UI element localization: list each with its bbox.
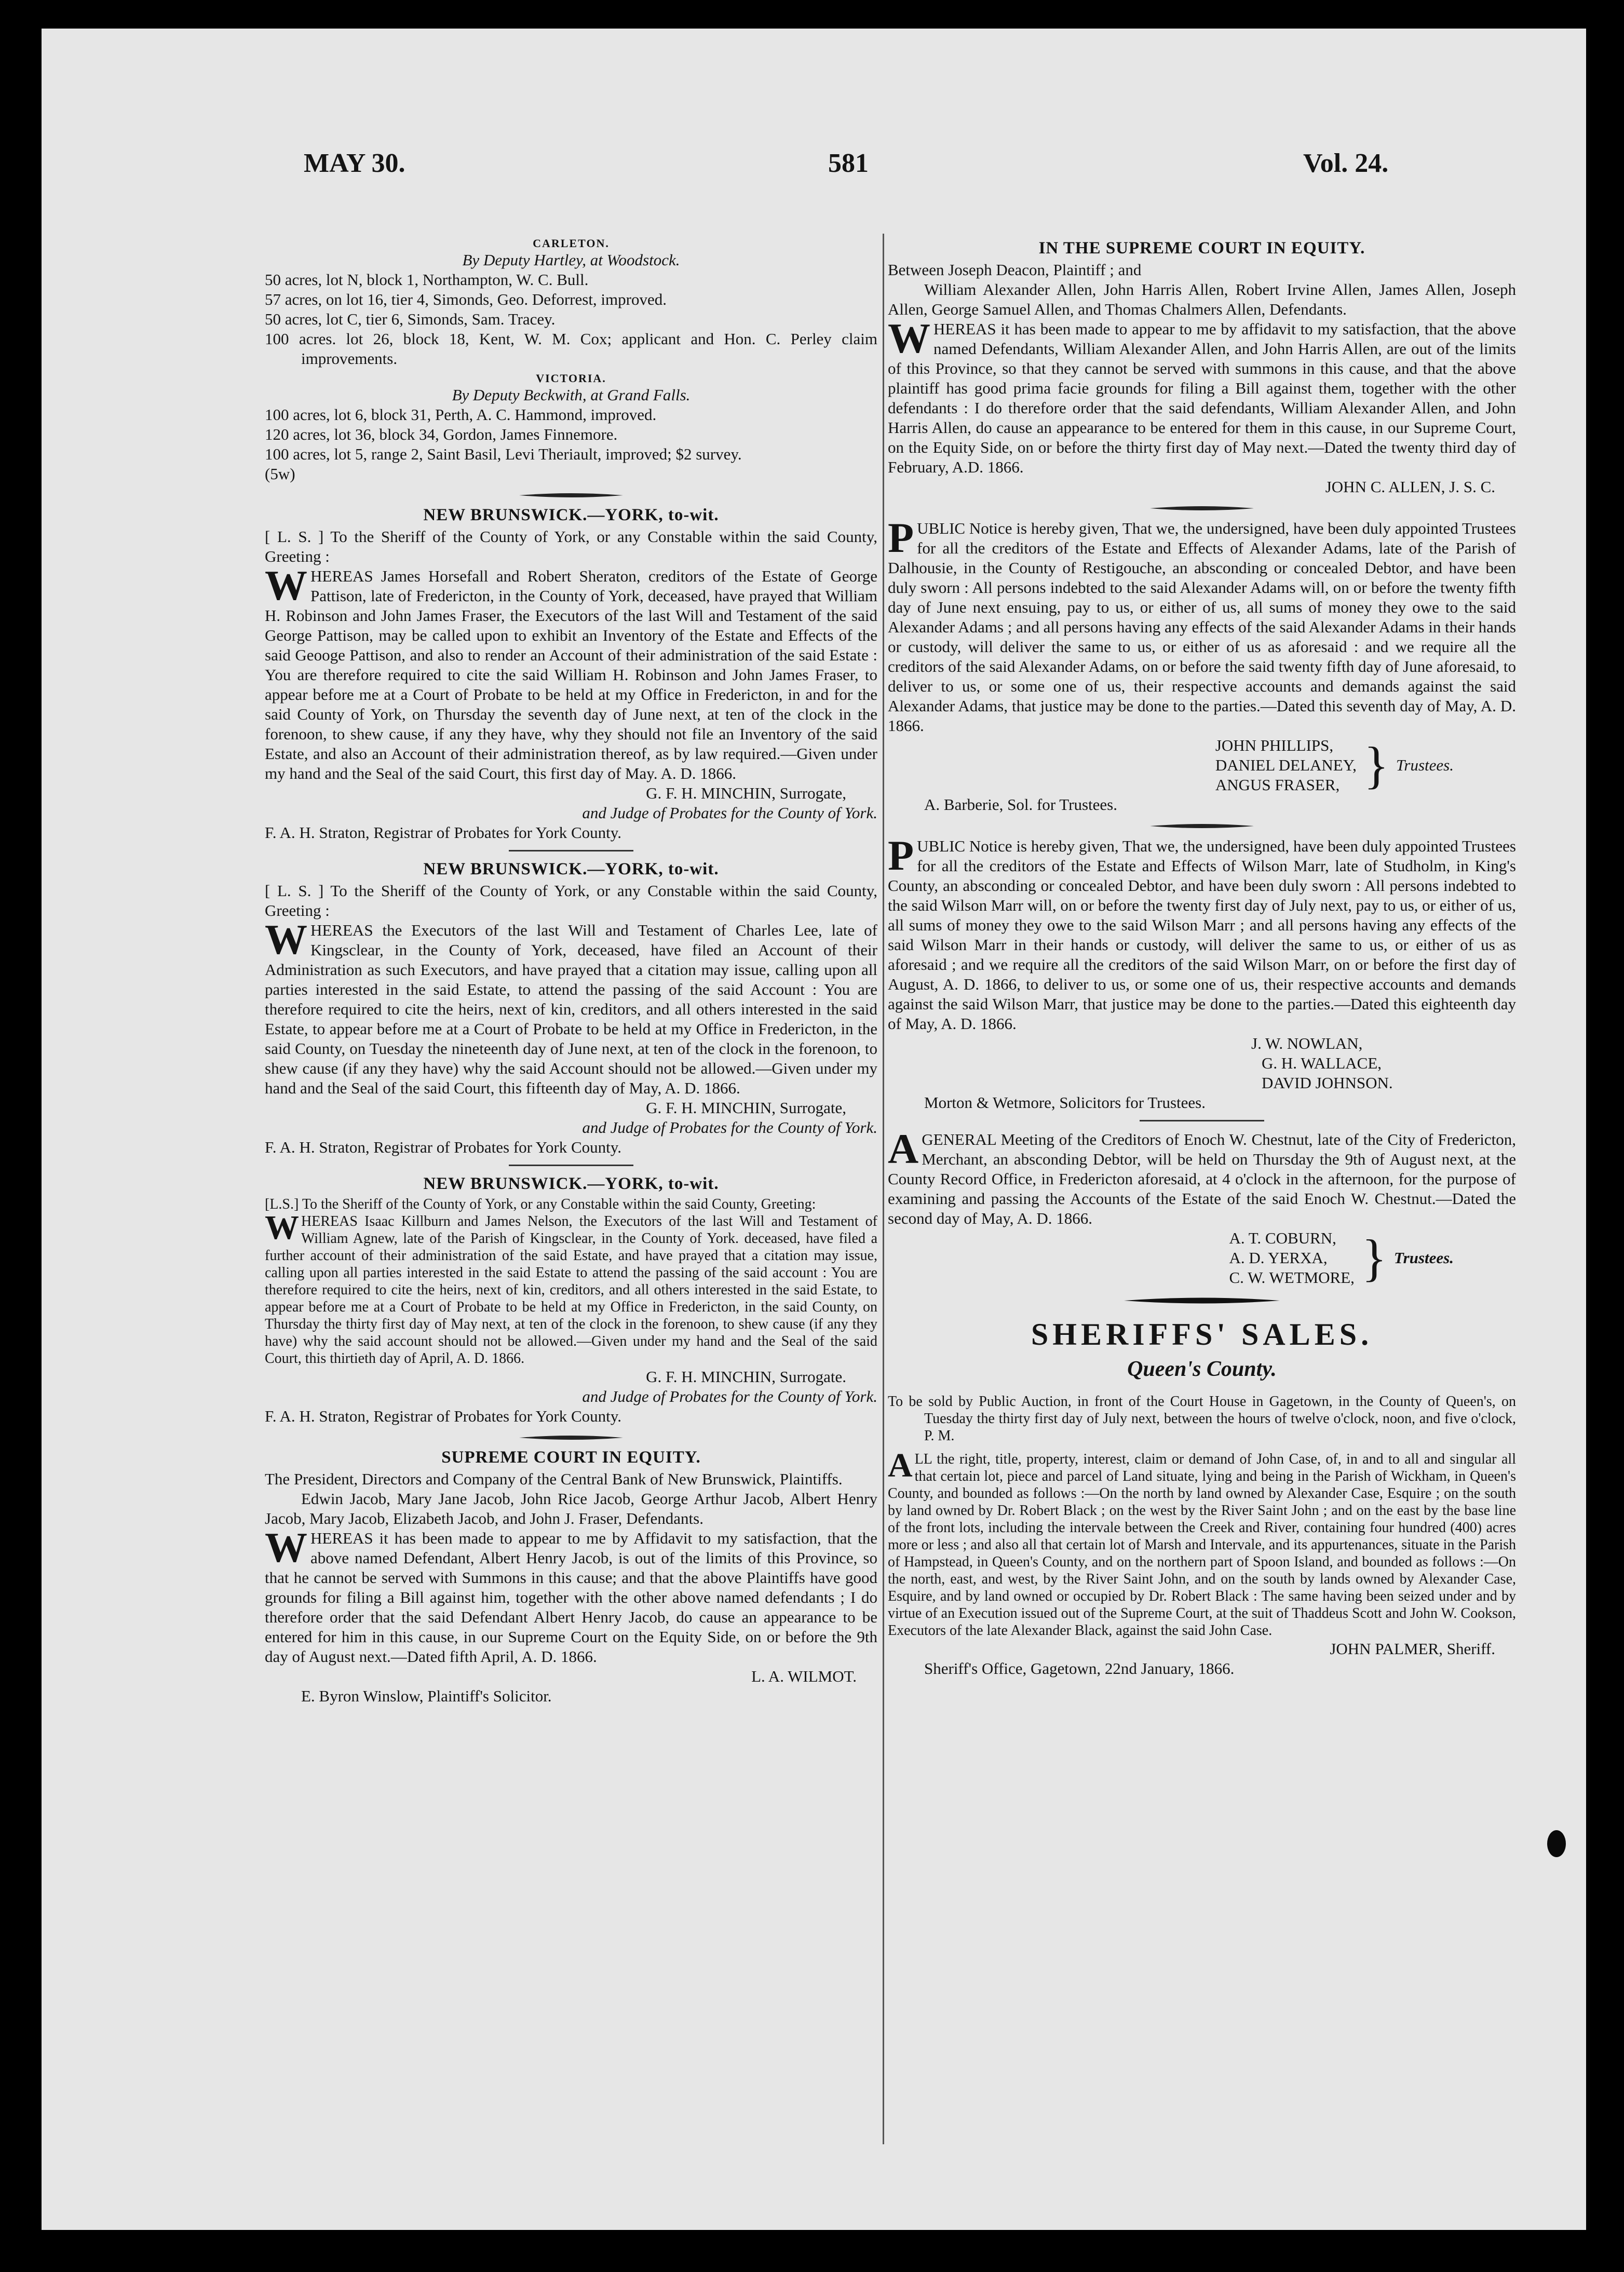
land-item: 50 acres, lot C, tier 6, Simonds, Sam. Tracey. — [265, 310, 556, 328]
signer-title: and Judge of Probates for the County of York. — [582, 1387, 877, 1405]
notice-body: GENERAL Meeting of the Creditors of Enoch W. Chestnut, late of the City of Fredericton, Merchant, an absconding Debtor, will be held on Thursday the 9th of August next, at the County Record Office, in Fredericton aforesaid, at 4 o'clock in the afternoon, for the purpose of examining and passing the Accounts of the Estate of the said Enoch W. Chestnut.—Dated the second day of May, A. D. 1866. — [888, 1130, 1516, 1227]
trustee-notice — [888, 514, 1516, 815]
land-item: 100 acres. lot 26, block 18, Kent, W. M. Cox; applicant and Hon. C. Perley claim improvements. — [265, 330, 877, 368]
drop-cap: P — [888, 514, 914, 561]
seal-address — [265, 881, 877, 921]
notice-body: UBLIC Notice is hereby given, That we, the undersigned, have been duly appointed Trustees for all the creditors of the Estate and Effects of Wilson Marr, late of Studholm, in King's County, an absconding or concealed Debtor, and have been duly sworn : All persons indebted to the said Wilson Marr will, on or before the twenty first day of July next, pay to us, or either of us, all sums of money they owe to the said Wilson Marr ; and all persons having any effects of the said Wilson Marr in their hands or custody, will deliver the same to us, or either of us as aforesaid ; and we require all the creditors of the said Wilson Marr, on or before the first day of August, A. D. 1866, to deliver to us, or some one of us, their respective accounts and demands against the said Wilson Marr, that justice may be done to the parties.—Dated this eighteenth day of May, A. D. 1866. — [888, 837, 1516, 1033]
seal-mark: [L.S.] — [265, 1196, 299, 1212]
divider-line — [1140, 1120, 1264, 1121]
probate-notice — [265, 860, 877, 1157]
trustee-name: J. W. NOWLAN, — [1251, 1034, 1363, 1052]
signer: JOHN C. ALLEN, J. S. C. — [1325, 478, 1495, 496]
brace: } — [1361, 1229, 1387, 1287]
brace: } — [1363, 736, 1389, 794]
drop-cap: W — [265, 1524, 307, 1571]
header-page-number: 581 — [828, 148, 869, 178]
seal-address — [265, 527, 877, 566]
trustee-name: DANIEL DELANEY, — [1215, 756, 1357, 774]
divider-line — [509, 850, 633, 851]
signer: G. F. H. MINCHIN, Surrogate. — [646, 1368, 846, 1386]
plaintiffs-line: Between Joseph Deacon, Plaintiff ; and — [888, 261, 1142, 279]
header-date: MAY 30. — [304, 148, 405, 178]
ornament-divider — [888, 1295, 1516, 1306]
registrar-line: F. A. H. Straton, Registrar of Probates for York County. — [265, 823, 621, 842]
address-line: To the Sheriff of the County of York, or any Constable within the said County, Greeting : — [265, 528, 877, 565]
trustee-name: C. W. WETMORE, — [1229, 1268, 1355, 1287]
drop-cap: A — [888, 1446, 913, 1484]
trustee-name: ANGUS FRASER, — [1215, 776, 1340, 794]
auction-intro: To be sold by Public Auction, in front of the Court House in Gagetown, in the County of Queen's, on Tuesday the thirty first day of July next, between the hours of twelve o'clock, noon, and five o'clock, P. M. — [888, 1394, 1516, 1444]
county-heading: VICTORIA. — [536, 372, 606, 385]
notice-body: HEREAS Isaac Killburn and James Nelson, the Executors of the last Will and Testament of William Agnew, late of the Parish of Kingsclear, in the County of York. deceased, have filed a further account of their administration of the said Estate, and have prayed that a citation may issue, calling upon all parties interested in the said Estate to attend the passing of the said account : You are therefore required to cite the heirs, next of kin, creditors, and all others interested in the said Estate, to appear before me at a Court of Probate to be held at my Office in Fredericton, in the said County, on Thursday the thirty first day of May next, at ten of the clock in the forenoon, to shew cause (if any they have) why the said account should not be allowed.—Given under my hand and the Seal of the said Court, this thirtieth day of April, A. D. 1866. — [265, 1213, 877, 1367]
land-item: 100 acres, lot 5, range 2, Saint Basil, Levi Theriault, improved; $2 survey. — [265, 445, 742, 463]
right-column — [888, 234, 1516, 1679]
notice-body: HEREAS the Executors of the last Will and Testament of Charles Lee, late of Kingsclear, in the County of York, deceased, have filed an Account of their Administration as such Executors, and have prayed that a citation may issue, calling upon all parties interested in the said Estate, to attend the passing of the said Account : You are therefore required to cite the heirs, next of kin, creditors, and all others interested in the said Estate, to appear before me at a Court of Probate to be held at my Office in Fredericton, in the said County, on Tuesday the nineteenth day of June next, at ten of the clock in the forenoon, to shew cause (if any they have) why the said Account should not be allowed.—Given under my hand and the Seal of the said Court, this fifteenth day of May, A. D. 1866. — [265, 921, 877, 1097]
trustees-block — [888, 1034, 1516, 1093]
seal-mark: [ L. S. ] — [265, 882, 324, 900]
notice-body: HEREAS it has been made to appear to me by affidavit to my satisfaction, that the above named Defendants, William Alexander Allen, and John Harris Allen, are out of the limits of this Province, so that they cannot be served with summons in this cause, and that the above plaintiff has good prima facie grounds for filing a Bill against them, together with the other defendants : I do therefore order that the said defendants, William Alexander Allen, and John Harris Allen, do cause an appearance to be entered for them in this cause, in our Supreme Court, on the Equity Side, on or before the thirty first day of May next.—Dated the twenty third day of February, A.D. 1866. — [888, 320, 1516, 476]
land-item: 100 acres, lot 6, block 31, Perth, A. C. Hammond, improved. — [265, 405, 657, 424]
signer: L. A. WILMOT. — [751, 1667, 857, 1685]
ornament-divider — [888, 504, 1516, 512]
gazette-page — [42, 29, 1586, 2230]
signer: G. F. H. MINCHIN, Surrogate, — [646, 784, 846, 802]
deputy-line: By Deputy Hartley, at Woodstock. — [462, 251, 680, 269]
probate-notice — [265, 1174, 877, 1426]
trustee-name: A. T. COBURN, — [1229, 1229, 1336, 1247]
trustees-block — [888, 1228, 1516, 1288]
land-item: 50 acres, lot N, block 1, Northampton, W. C. Bull. — [265, 271, 589, 289]
notice-heading: SUPREME COURT IN EQUITY. — [441, 1448, 701, 1467]
equity-notice — [888, 239, 1516, 497]
solicitor-line: A. Barberie, Sol. for Trustees. — [924, 795, 1117, 814]
trustee-name: JOHN PHILLIPS, — [1215, 736, 1334, 754]
notice-body: HEREAS it has been made to appear to me by Affidavit to my satisfaction, that the above named Defendant, Albert Henry Jacob, is out of the limits of this Province, so that he cannot be served with Summons in this cause; and that the above Plaintiffs have good grounds for filing a Bill against him, together with the other above named defendants ; I do therefore order that the said Defendant Albert Henry Jacob, do cause an appearance to be entered for him in this cause, in our Supreme Court on the Equity Side, on or before the 9th day of August next.—Dated fifth April, A. D. 1866. — [265, 1529, 877, 1666]
trustees-block — [888, 736, 1516, 795]
trustee-notice — [888, 832, 1516, 1113]
solicitor-line: Morton & Wetmore, Solicitors for Trustees. — [924, 1093, 1206, 1112]
signer-title: and Judge of Probates for the County of York. — [582, 804, 877, 822]
trustees-label: Trustees. — [1396, 756, 1454, 774]
notice-heading: NEW BRUNSWICK.—YORK, to-wit. — [423, 860, 719, 878]
creditors-meeting-notice — [888, 1125, 1516, 1288]
drop-cap: W — [888, 315, 930, 362]
signer: G. F. H. MINCHIN, Surrogate, — [646, 1099, 846, 1117]
notice-body: HEREAS James Horsefall and Robert Sheraton, creditors of the Estate of George Pattison, late of Fredericton, in the County of York, deceased, have prayed that William H. Robinson and John James Fraser, the Executors of the last Will and Testament of the said George Pattison, may be called upon to exhibit an Inventory of the Estate and Effects of the said Geooge Pattison, and also to render an Account of their administration of the said Estate : You are therefore required to cite the said William H. Robinson and John James Fraser, to appear before me at a Court of Probate to be held at my Office in Fredericton, in and for the said County of York, on Thursday the seventh day of June next, at ten of the clock in the forenoon, to shew cause, if any they have, why they should not file an Inventory of the said Estate, and also an Account of their administration thereof, as by law required.—Given under my hand and the Seal of the said Court, this first day of May. A. D. 1866. — [265, 567, 877, 782]
notice-body: UBLIC Notice is hereby given, That we, the undersigned, have been duly appointed Trustees for all the creditors of the Estate and Effects of Alexander Adams, late of the Parish of Dalhousie, in the County of Restigouche, an absconding or concealed Debtor, and have been duly sworn : All persons indebted to the said Alexander Adams will, on or before the twenty fifth day of June next ensuing, pay to us, or either of us, all sums of money they owe to the said Alexander Adams ; and all persons having any effects of the said Alexander Adams in their hands or custody, will deliver the same to us, or either of us as aforesaid : and we require all the creditors of the said Alexander Adams, on or before the said twenty fifth day of June aforesaid, to deliver to us, or some one of us, their respective accounts and demands against the said Alexander Adams, that justice may be done to the parties.—Dated this seventh day of May, A. D. 1866. — [888, 519, 1516, 735]
column-rule — [883, 234, 884, 2144]
address-line: To the Sheriff of the County of York, or any Constable within the said County, Greeting: — [302, 1196, 816, 1212]
ink-blot — [1547, 1830, 1566, 1857]
sheriffs-sales — [888, 1317, 1516, 1679]
equity-notice — [265, 1448, 877, 1706]
deputy-line: By Deputy Beckwith, at Grand Falls. — [452, 386, 691, 404]
notice-heading: NEW BRUNSWICK.—YORK, to-wit. — [423, 1174, 719, 1193]
land-item: 57 acres, on lot 16, tier 4, Simonds, Geo. Deforrest, improved. — [265, 290, 667, 308]
probate-notice — [265, 506, 877, 843]
seal-address — [265, 1196, 877, 1213]
notice-heading: NEW BRUNSWICK.—YORK, to-wit. — [423, 506, 719, 524]
drop-cap: W — [265, 562, 307, 609]
sale-body: LL the right, title, property, interest, claim or demand of John Case, of, in and to all and singular all that certain lot, piece and parcel of Land situate, lying and being in the Parish of Wickham, in Queen's County, and bounded as follows :—On the north by land owned by Alexander Case, Esquire ; on the south by land owned by Dr. Robert Black ; on the west by the River Saint John ; and on the east by the base line of the front lots, including the intervale between the Creek and River, containing four hundred (400) acres more or less ; and also all that certain lot of Marsh and Intervale, and its appurtenances, situate in the Parish of Hampstead, in Queen's County, and on the northern part of Spoon Island, and bounded as follows :—On the north, east, and west, by the River Saint John, and on the south by lands owned by Alexander Case, Esquire, and by land owned or occupied by Dr. Robert Black : The same having been seized under and by virtue of an Execution issued out of the Supreme Court, at the suit of Thaddeus Scott and John W. Cookson, Executors of the late Alexander Black, against the said John Case. — [888, 1451, 1516, 1639]
drop-cap: W — [265, 1209, 299, 1247]
trustee-name: G. H. WALLACE, — [1262, 1054, 1382, 1072]
plaintiffs-line: The President, Directors and Company of the Central Bank of New Brunswick, Plaintiffs. — [265, 1470, 843, 1488]
seal-mark: [ L. S. ] — [265, 528, 324, 546]
address-line: To the Sheriff of the County of York, or any Constable within the said County, Greeting : — [265, 882, 877, 919]
sheriff-signer: JOHN PALMER, Sheriff. — [1330, 1640, 1495, 1658]
section-title: SHERIFFS' SALES. — [1031, 1317, 1373, 1351]
drop-cap: P — [888, 832, 914, 879]
county-subtitle: Queen's County. — [1127, 1357, 1277, 1381]
drop-cap: A — [888, 1125, 919, 1172]
solicitor-line: E. Byron Winslow, Plaintiff's Solicitor. — [301, 1687, 552, 1705]
trustee-name: DAVID JOHNSON. — [1262, 1074, 1393, 1092]
registrar-line: F. A. H. Straton, Registrar of Probates for York County. — [265, 1407, 621, 1425]
registrar-line: F. A. H. Straton, Registrar of Probates for York County. — [265, 1138, 621, 1156]
signer-title: and Judge of Probates for the County of York. — [582, 1118, 877, 1137]
defendants-line: Edwin Jacob, Mary Jane Jacob, John Rice Jacob, George Arthur Jacob, Albert Henry Jacob, Mary Jacob, Elizabeth Jacob, and John J. Fraser, Defendants. — [265, 1490, 877, 1527]
crown-lands-list — [265, 237, 877, 484]
ornament-divider — [265, 491, 877, 499]
ornament-divider — [888, 822, 1516, 830]
sheriff-office-line: Sheriff's Office, Gagetown, 22nd January, 1866. — [924, 1659, 1235, 1678]
ornament-divider — [265, 1433, 877, 1442]
divider-line — [509, 1165, 633, 1166]
land-item: 120 acres, lot 36, block 34, Gordon, James Finnemore. — [265, 425, 618, 443]
trustee-name: A. D. YERXA, — [1229, 1249, 1328, 1267]
county-heading: CARLETON. — [533, 237, 610, 250]
defendants-line: William Alexander Allen, John Harris Allen, Robert Irvine Allen, James Allen, Joseph Allen, George Samuel Allen, and Thomas Chalmers Allen, Defendants. — [888, 280, 1516, 318]
header-volume: Vol. 24. — [1303, 148, 1389, 178]
trustees-label: Trustees. — [1393, 1249, 1454, 1267]
insertion-marker: (5w) — [265, 465, 295, 483]
left-column — [265, 234, 877, 1706]
drop-cap: W — [265, 916, 307, 963]
notice-heading: IN THE SUPREME COURT IN EQUITY. — [1038, 239, 1365, 258]
